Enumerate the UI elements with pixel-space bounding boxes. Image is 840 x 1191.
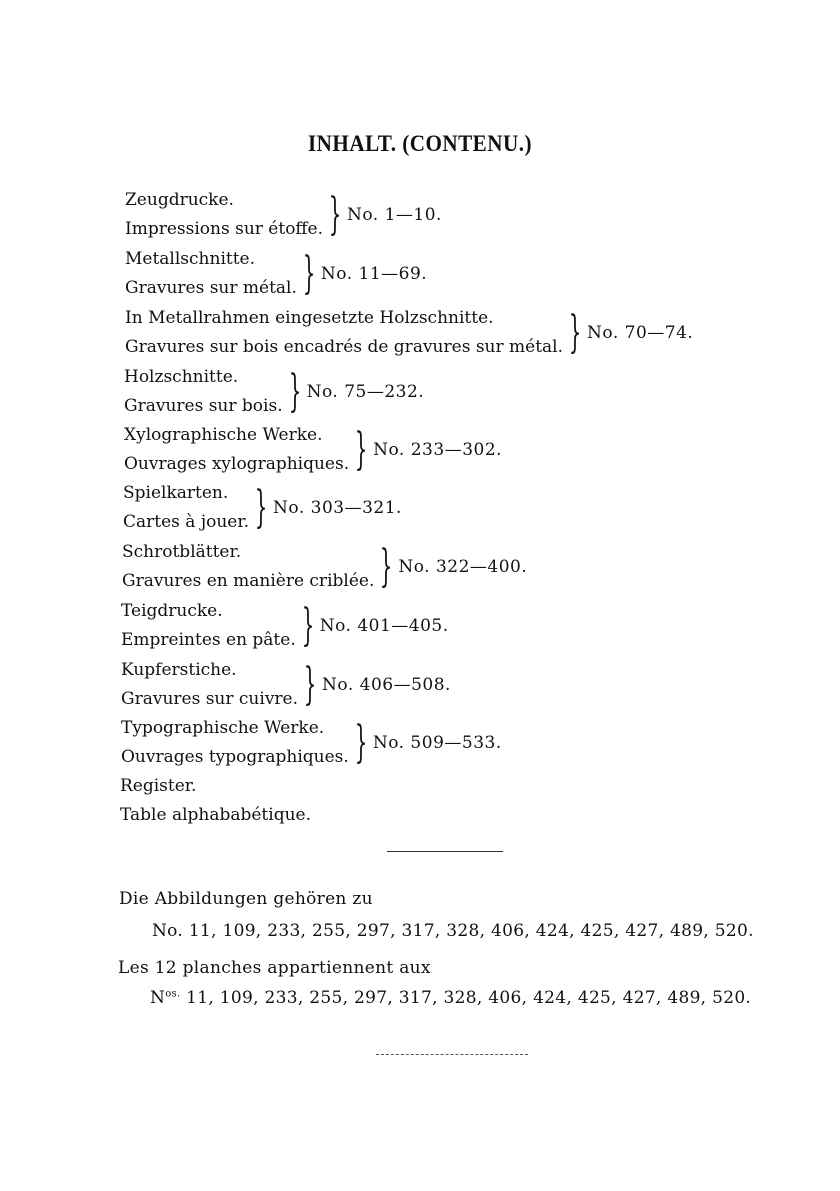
- entry-label-de: Holzschnitte.: [124, 367, 239, 387]
- toc-entry: [125, 245, 427, 303]
- entry-label-fr: Gravures sur métal.: [125, 278, 297, 298]
- brace-icon: }: [254, 482, 268, 533]
- entry-label-de: Teigdrucke.: [121, 601, 223, 621]
- entry-range: No. 233—302.: [373, 440, 503, 460]
- brace-icon: }: [380, 541, 393, 592]
- entry-range: No. 406—508.: [322, 675, 451, 695]
- entry-label-fr: Impressions sur étoffe.: [125, 219, 323, 239]
- entry-label-de: Metallschnitte.: [125, 249, 256, 269]
- entry-range: No. 322—400.: [398, 557, 528, 577]
- entry-label-fr: Gravures en manière criblée.: [122, 571, 375, 591]
- brace-icon: }: [328, 189, 342, 240]
- separator-rule-bottom: [376, 1054, 528, 1055]
- entry-label-de: Spielkarten.: [123, 483, 229, 503]
- entry-label-de: Schrotblätter.: [122, 542, 242, 562]
- separator-rule: [387, 851, 503, 852]
- numero-prefix-sup: os.: [165, 988, 181, 1000]
- entry-range: No. 75—232.: [306, 382, 425, 402]
- entry-label-fr: Ouvrages typographiques.: [121, 747, 349, 767]
- brace-icon: }: [354, 717, 368, 768]
- toc-entry: [125, 304, 693, 362]
- entry-label-de: Zeugdrucke.: [125, 190, 234, 210]
- entry-label-de: In Metallrahmen eingesetzte Holzschnitte.: [125, 308, 494, 328]
- toc-entry: [121, 597, 449, 655]
- entry-range: No. 1—10.: [346, 205, 442, 225]
- entry-range: No. 401—405.: [319, 616, 449, 636]
- brace-icon: }: [301, 600, 315, 651]
- entry-label-fr: Empreintes en pâte.: [121, 630, 296, 650]
- entry-range: No. 509—533.: [372, 733, 502, 753]
- entry-label-fr: Gravures sur bois encadrés de gravures sur métal.: [125, 337, 564, 357]
- entry-label-de: Kupferstiche.: [121, 660, 237, 680]
- brace-icon: }: [354, 424, 368, 475]
- toc-entry: [121, 656, 451, 714]
- numero-list: 11, 109, 233, 255, 297, 317, 328, 406, 424, 425, 427, 489, 520.: [186, 988, 752, 1008]
- entry-range: No. 11—69.: [320, 264, 428, 284]
- table-entry: Table alphababétique.: [120, 805, 312, 825]
- illustrations-fr-numbers: [150, 988, 751, 1008]
- toc-entry: [124, 421, 502, 479]
- brace-icon: }: [288, 366, 301, 417]
- illustrations-fr: Les 12 planches appartiennent aux: [118, 958, 431, 978]
- entry-label-de: Xylographische Werke.: [124, 425, 323, 445]
- entry-label-fr: Ouvrages xylographiques.: [124, 454, 350, 474]
- page-title: INHALT. (CONTENU.): [307, 131, 533, 156]
- toc-entry: [125, 186, 442, 244]
- register-entry: Register.: [120, 776, 197, 796]
- entry-label-fr: Gravures sur cuivre.: [121, 689, 299, 709]
- illustrations-de-numbers: No. 11, 109, 233, 255, 297, 317, 328, 406, 424, 425, 427, 489, 520.: [152, 921, 754, 941]
- brace-icon: }: [568, 307, 582, 358]
- entry-range: No. 303—321.: [273, 498, 402, 518]
- toc-entry: [122, 538, 527, 596]
- entry-label-fr: Gravures sur bois.: [124, 396, 283, 416]
- toc-entry: [121, 714, 502, 772]
- brace-icon: }: [302, 248, 316, 299]
- entry-label-de: Typographische Werke.: [121, 718, 325, 738]
- entry-range: No. 70—74.: [587, 323, 694, 343]
- toc-entry: [123, 479, 402, 537]
- illustrations-de: Die Abbildungen gehören zu: [119, 889, 373, 909]
- entry-label-fr: Cartes à jouer.: [123, 512, 250, 532]
- numero-prefix: N: [150, 988, 166, 1008]
- brace-icon: }: [303, 659, 317, 710]
- toc-entry: [124, 363, 424, 421]
